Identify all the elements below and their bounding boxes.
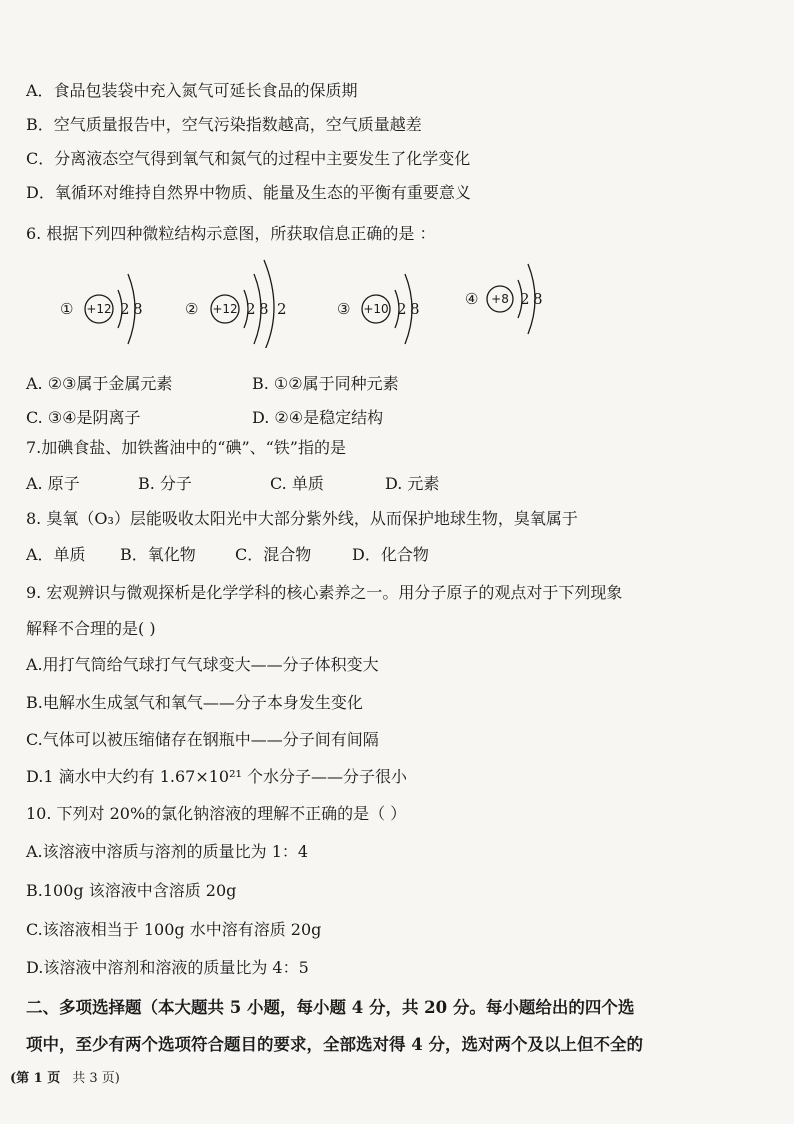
q7-stem: 7.加碘食盐、加铁酱油中的“碘”、“铁”指的是 — [26, 438, 346, 457]
page-footer — [10, 1070, 120, 1088]
q6-option-a: A. ②③属于金属元素 — [26, 374, 173, 393]
q9-stem-line1: 9. 宏观辨识与微观探析是化学学科的核心素养之一。用分子原子的观点对于下列现象 — [26, 583, 623, 602]
section-2-heading-line1: 二、多项选择题（本大题共 5 小题，每小题 4 分，共 20 分。每小题给出的四个选 — [26, 998, 635, 1017]
section-2-heading-line2: 项中，至少有两个选项符合题目的要求，全部选对得 4 分，选对两个及以上但不全的 — [26, 1035, 643, 1054]
q9-option-d: D.1 滴水中大约有 1.67×10²¹ 个水分子——分子很小 — [26, 767, 408, 786]
atom-label: ③ — [337, 300, 351, 318]
q5-option-b: B．空气质量报告中，空气污染指数越高，空气质量越差 — [26, 115, 422, 134]
shell-electrons: 2 — [277, 300, 287, 318]
q10-option-c: C.该溶液相当于 100g 水中溶有溶质 20g — [26, 920, 322, 939]
shell-electrons: 2 — [397, 300, 407, 318]
q6-option-c: C. ③④是阴离子 — [26, 408, 141, 427]
shell-electrons: 8 — [259, 300, 269, 318]
q6-stem: 6. 根据下列四种微粒结构示意图，所获取信息正确的是 ： — [26, 224, 436, 243]
q7-option-c: C. 单质 — [270, 474, 324, 493]
q9-option-a: A.用打气筒给气球打气气球变大——分子体积变大 — [26, 655, 379, 674]
shell-electrons: 2 — [520, 290, 530, 308]
q10-option-d: D.该溶液中溶剂和溶液的质量比为 4：5 — [26, 958, 309, 977]
q7-option-a: A. 原子 — [26, 474, 80, 493]
atom-4 — [465, 264, 543, 334]
nucleus-charge: +12 — [86, 302, 112, 316]
q7-option-d: D. 元素 — [385, 474, 440, 493]
nucleus-charge: +10 — [363, 302, 389, 316]
shell-electrons: 8 — [133, 300, 143, 318]
q5-option-a: A．食品包装袋中充入氮气可延长食品的保质期 — [26, 81, 358, 100]
atom-1 — [60, 274, 143, 344]
q10-stem: 10. 下列对 20%的氯化钠溶液的理解不正确的是（ ） — [26, 804, 407, 823]
atom-3 — [337, 274, 420, 344]
shell-electrons: 2 — [246, 300, 256, 318]
nucleus-charge: +8 — [491, 292, 509, 306]
q8-option-d: D．化合物 — [352, 545, 429, 564]
shell-electrons: 8 — [533, 290, 543, 308]
nucleus-charge: +12 — [212, 302, 238, 316]
q5-option-c: C．分离液态空气得到氧气和氮气的过程中主要发生了化学变化 — [26, 149, 471, 168]
q6-option-d: D. ②④是稳定结构 — [252, 408, 384, 427]
q8-option-b: B．氧化物 — [120, 545, 196, 564]
shell-electrons: 2 — [120, 300, 130, 318]
shell-electrons: 8 — [410, 300, 420, 318]
atom-label: ① — [60, 300, 74, 318]
page-number: (第 1 页 — [10, 1071, 61, 1086]
q8-stem: 8. 臭氧（O₃）层能吸收太阳光中大部分紫外线，从而保护地球生物，臭氧属于 — [26, 509, 578, 528]
q9-option-b: B.电解水生成氢气和氧气——分子本身发生变化 — [26, 693, 363, 712]
q9-option-c: C.气体可以被压缩储存在钢瓶中——分子间有间隔 — [26, 730, 379, 749]
atom-label: ② — [185, 300, 199, 318]
q8-option-c: C．混合物 — [235, 545, 312, 564]
particle-structure-diagrams — [50, 252, 570, 348]
atom-label: ④ — [465, 290, 479, 308]
q10-option-a: A.该溶液中溶质与溶剂的质量比为 1：4 — [26, 842, 309, 861]
q6-option-b: B. ①②属于同种元素 — [252, 374, 399, 393]
q9-stem-line2: 解释不合理的是( ) — [26, 619, 156, 638]
q8-option-a: A．单质 — [26, 545, 86, 564]
q7-option-b: B. 分子 — [138, 474, 192, 493]
atom-2 — [185, 260, 287, 348]
q10-option-b: B.100g 该溶液中含溶质 20g — [26, 881, 237, 900]
q5-option-d: D．氧循环对维持自然界中物质、能量及生态的平衡有重要意义 — [26, 183, 471, 202]
page-total: 共 3 页) — [72, 1071, 120, 1086]
